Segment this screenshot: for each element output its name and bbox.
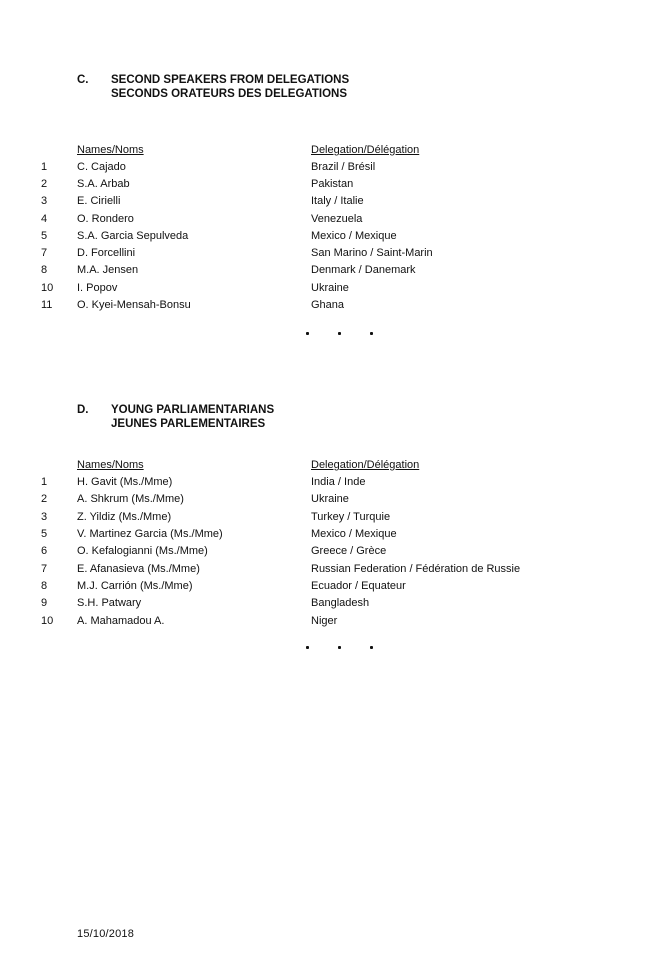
row-name: A. Mahamadou A. <box>77 615 165 627</box>
row-delegation: Greece / Grèce <box>311 545 387 557</box>
row-name: E. Afanasieva (Ms./Mme) <box>77 563 200 575</box>
row-delegation: Brazil / Brésil <box>311 161 376 173</box>
table-row <box>0 509 655 526</box>
row-delegation: Ecuador / Equateur <box>311 580 406 592</box>
row-number: 1 <box>41 161 48 173</box>
row-number: 4 <box>41 213 48 225</box>
row-number: 1 <box>41 476 48 488</box>
row-name: A. Shkrum (Ms./Mme) <box>77 493 184 505</box>
table-row <box>0 228 655 245</box>
table-row <box>0 280 655 297</box>
section-letter: D. <box>77 404 89 416</box>
row-number: 11 <box>41 299 53 311</box>
table-row <box>0 193 655 210</box>
table-row <box>0 474 655 491</box>
row-delegation: Ukraine <box>311 493 349 505</box>
table-row <box>0 578 655 595</box>
row-delegation: San Marino / Saint-Marin <box>311 247 433 259</box>
row-delegation: Bangladesh <box>311 597 370 609</box>
row-number: 10 <box>41 282 54 294</box>
table-row <box>0 262 655 279</box>
column-header-names: Names/Noms <box>77 459 144 471</box>
row-name: M.A. Jensen <box>77 264 139 276</box>
row-delegation: Russian Federation / Fédération de Russie <box>311 563 521 575</box>
row-number: 5 <box>41 528 48 540</box>
row-name: S.A. Garcia Sepulveda <box>77 230 189 242</box>
column-header-delegation: Delegation/Délégation <box>311 459 420 471</box>
table-row <box>0 543 655 560</box>
row-number: 9 <box>41 597 48 609</box>
row-name: S.A. Arbab <box>77 178 130 190</box>
row-number: 10 <box>41 615 54 627</box>
table-row <box>0 176 655 193</box>
table-row <box>0 159 655 176</box>
row-number: 7 <box>41 247 48 259</box>
footer-date: 15/10/2018 <box>77 928 135 940</box>
row-delegation: Ukraine <box>311 282 349 294</box>
row-number: 5 <box>41 230 48 242</box>
row-delegation: Mexico / Mexique <box>311 528 397 540</box>
row-delegation: Ghana <box>311 299 345 311</box>
row-delegation: Mexico / Mexique <box>311 230 397 242</box>
row-number: 2 <box>41 178 48 190</box>
section-title-fr: SECONDS ORATEURS DES DELEGATIONS <box>111 88 347 100</box>
table-row <box>0 211 655 228</box>
row-name: V. Martinez Garcia (Ms./Mme) <box>77 528 223 540</box>
row-number: 8 <box>41 264 48 276</box>
separator-dots <box>0 646 655 652</box>
section-title-en: SECOND SPEAKERS FROM DELEGATIONS <box>111 74 350 86</box>
row-delegation: Denmark / Danemark <box>311 264 416 276</box>
table-row <box>0 297 655 314</box>
table-row <box>0 245 655 262</box>
table-row <box>0 613 655 630</box>
row-name: E. Cirielli <box>77 195 121 207</box>
row-number: 8 <box>41 580 48 592</box>
column-header-names: Names/Noms <box>77 144 144 156</box>
table-row <box>0 526 655 543</box>
row-name: S.H. Patwary <box>77 597 142 609</box>
section-letter: C. <box>77 74 89 86</box>
row-name: Z. Yildiz (Ms./Mme) <box>77 511 172 523</box>
row-name: O. Kefalogianni (Ms./Mme) <box>77 545 208 557</box>
row-delegation: Niger <box>311 615 338 627</box>
row-name: O. Kyei-Mensah-Bonsu <box>77 299 191 311</box>
row-number: 3 <box>41 195 48 207</box>
row-delegation: Turkey / Turquie <box>311 511 391 523</box>
row-name: C. Cajado <box>77 161 126 173</box>
row-name: O. Rondero <box>77 213 134 225</box>
row-number: 2 <box>41 493 48 505</box>
row-name: M.J. Carrión (Ms./Mme) <box>77 580 193 592</box>
row-name: H. Gavit (Ms./Mme) <box>77 476 173 488</box>
row-name: I. Popov <box>77 282 118 294</box>
section-title-fr: JEUNES PARLEMENTAIRES <box>111 418 266 430</box>
row-number: 6 <box>41 545 48 557</box>
separator-dots <box>0 332 655 338</box>
row-delegation: Pakistan <box>311 178 354 190</box>
row-number: 7 <box>41 563 48 575</box>
row-delegation: India / Inde <box>311 476 366 488</box>
table-row <box>0 595 655 612</box>
table-row <box>0 561 655 578</box>
section-title-en: YOUNG PARLIAMENTARIANS <box>111 404 275 416</box>
column-header-delegation: Delegation/Délégation <box>311 144 420 156</box>
row-delegation: Venezuela <box>311 213 363 225</box>
row-number: 3 <box>41 511 48 523</box>
table-row <box>0 491 655 508</box>
row-name: D. Forcellini <box>77 247 136 259</box>
row-delegation: Italy / Italie <box>311 195 364 207</box>
